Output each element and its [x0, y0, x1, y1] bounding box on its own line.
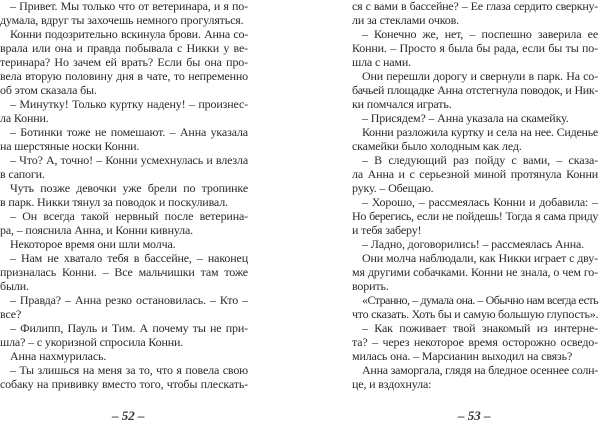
text-line: Они молча наблюдали, как Никки играет с дву-: [362, 251, 598, 265]
text-line: – Ботинки тоже не помешают. – Анна указала: [10, 125, 248, 139]
text-line: об этом сказала бы.: [0, 83, 97, 97]
text-line: мя другими собачками. Конни не знала, о чем го-: [352, 265, 598, 279]
text-line: – Ладно, договорились! – рассмеялась Анна.: [362, 237, 584, 251]
text-line: в парк. Никки тянул за поводок и поскуливал.: [0, 195, 228, 209]
text-line: Некоторое время они шли молча.: [10, 237, 176, 251]
text-line: Конни подозрительно вскинула брови. Анна со-: [10, 27, 248, 41]
text-line: Анна нахмурилась.: [10, 349, 107, 363]
text-line: в сапоги.: [0, 167, 45, 181]
text-line: шла? – с укоризной спросила Конни.: [0, 335, 184, 349]
text-line: – Присядем? – Анна указала на скамейку.: [362, 111, 569, 125]
page-number: – 52 –: [112, 408, 145, 423]
text-line: Чуть позже девочки уже брели по тропинке: [10, 181, 248, 195]
text-line: думала, вдруг ты захочешь немного прогуляться.: [0, 13, 244, 27]
text-line: теринара? Но зачем ей врать? Если бы она про-: [0, 55, 248, 69]
text-line: все?: [0, 307, 22, 321]
text-line: Конни. – Просто я была бы рада, если бы ты по-: [352, 41, 598, 55]
text-line: врала или она и правда побывала с Никки у ве-: [0, 41, 248, 55]
text-line: «Странно, – думала она. – Обычно нам всегда есть: [362, 293, 598, 307]
text-line: на шерстяные носки Конни.: [0, 139, 140, 153]
text-line: Конни разложила куртку и села на нее. Сиденье: [362, 125, 598, 139]
text-line: – Конечно же, нет, – поспешно заверила ее: [362, 27, 598, 41]
text-line: собаку на прививку вместо того, чтобы плескать-: [0, 377, 248, 391]
text-line: – Он всегда такой нервный после ветерина-: [10, 209, 248, 223]
left-page: [0, 0, 248, 427]
text-line: ла Конни.: [0, 111, 49, 125]
text-line: руку. – Обещаю.: [352, 181, 434, 195]
left-page-text: [0, 0, 248, 391]
text-line: ра, – пояснила Анна, и Конни кивнула.: [0, 223, 194, 237]
text-line: та? – через некоторое время осторожно осведо-: [352, 335, 598, 349]
text-line: бачьей площадке Анна отстегнула поводок, и Ник-: [352, 83, 598, 97]
text-line: милась она. – Марсианин выходил на связь?: [352, 349, 573, 363]
text-line: – Что? А, точно! – Конни усмехнулась и влезла: [10, 153, 248, 167]
text-line: вела вторую половину дня в чате, то непременно: [0, 69, 248, 83]
text-line: ворить.: [352, 279, 389, 293]
text-line: ли за стеклами очков.: [352, 13, 459, 27]
text-line: це, и вздохнула:: [352, 377, 432, 391]
text-line: были.: [0, 279, 29, 293]
right-page-text: [352, 0, 598, 391]
text-line: шла с нами.: [352, 55, 411, 69]
text-line: – Как поживает твой знакомый из интерне-: [362, 321, 598, 335]
text-line: ла Анна и с серьезной миной протянула Конни: [352, 167, 598, 181]
text-line: – Правда? – Анна резко остановилась. – Кто –: [10, 293, 248, 307]
text-line: призналась Конни. – Все мальчишки там тоже: [0, 265, 248, 279]
text-line: – В следующий раз пойду с вами, – сказа-: [362, 153, 598, 167]
right-page: [352, 0, 598, 427]
text-line: – Нам не хватало тебя в бассейне, – наконец: [10, 251, 248, 265]
text-line: ся с вами в бассейне? – Ее глаза сердито сверкну-: [352, 0, 598, 13]
text-line: ки помчался играть.: [352, 97, 452, 111]
text-line: и тебя заберу!: [352, 223, 422, 237]
text-line: что сказать. Хоть бы и самую большую глупость».: [352, 307, 599, 321]
text-line: Анна заморгала, глядя на бледное осеннее солн-: [362, 363, 598, 377]
text-line: – Ты злишься на меня за то, что я повела свою: [10, 363, 248, 377]
text-line: скамейки было холодным как лед.: [352, 139, 522, 153]
page-number: – 53 –: [458, 408, 491, 423]
text-line: – Привет. Мы только что от ветеринара, и я по-: [10, 0, 248, 13]
text-line: – Филипп, Пауль и Тим. А почему ты не при-: [10, 321, 248, 335]
text-line: – Минутку! Только куртку надену! – произнес-: [10, 97, 248, 111]
text-line: – Хорошо, – рассмеялась Конни и добавила: –: [362, 195, 598, 209]
text-line: Но берегись, если не пойдешь! Тогда я сама приду: [352, 209, 598, 223]
text-line: Они перешли дорогу и свернули в парк. На со-: [362, 69, 598, 83]
